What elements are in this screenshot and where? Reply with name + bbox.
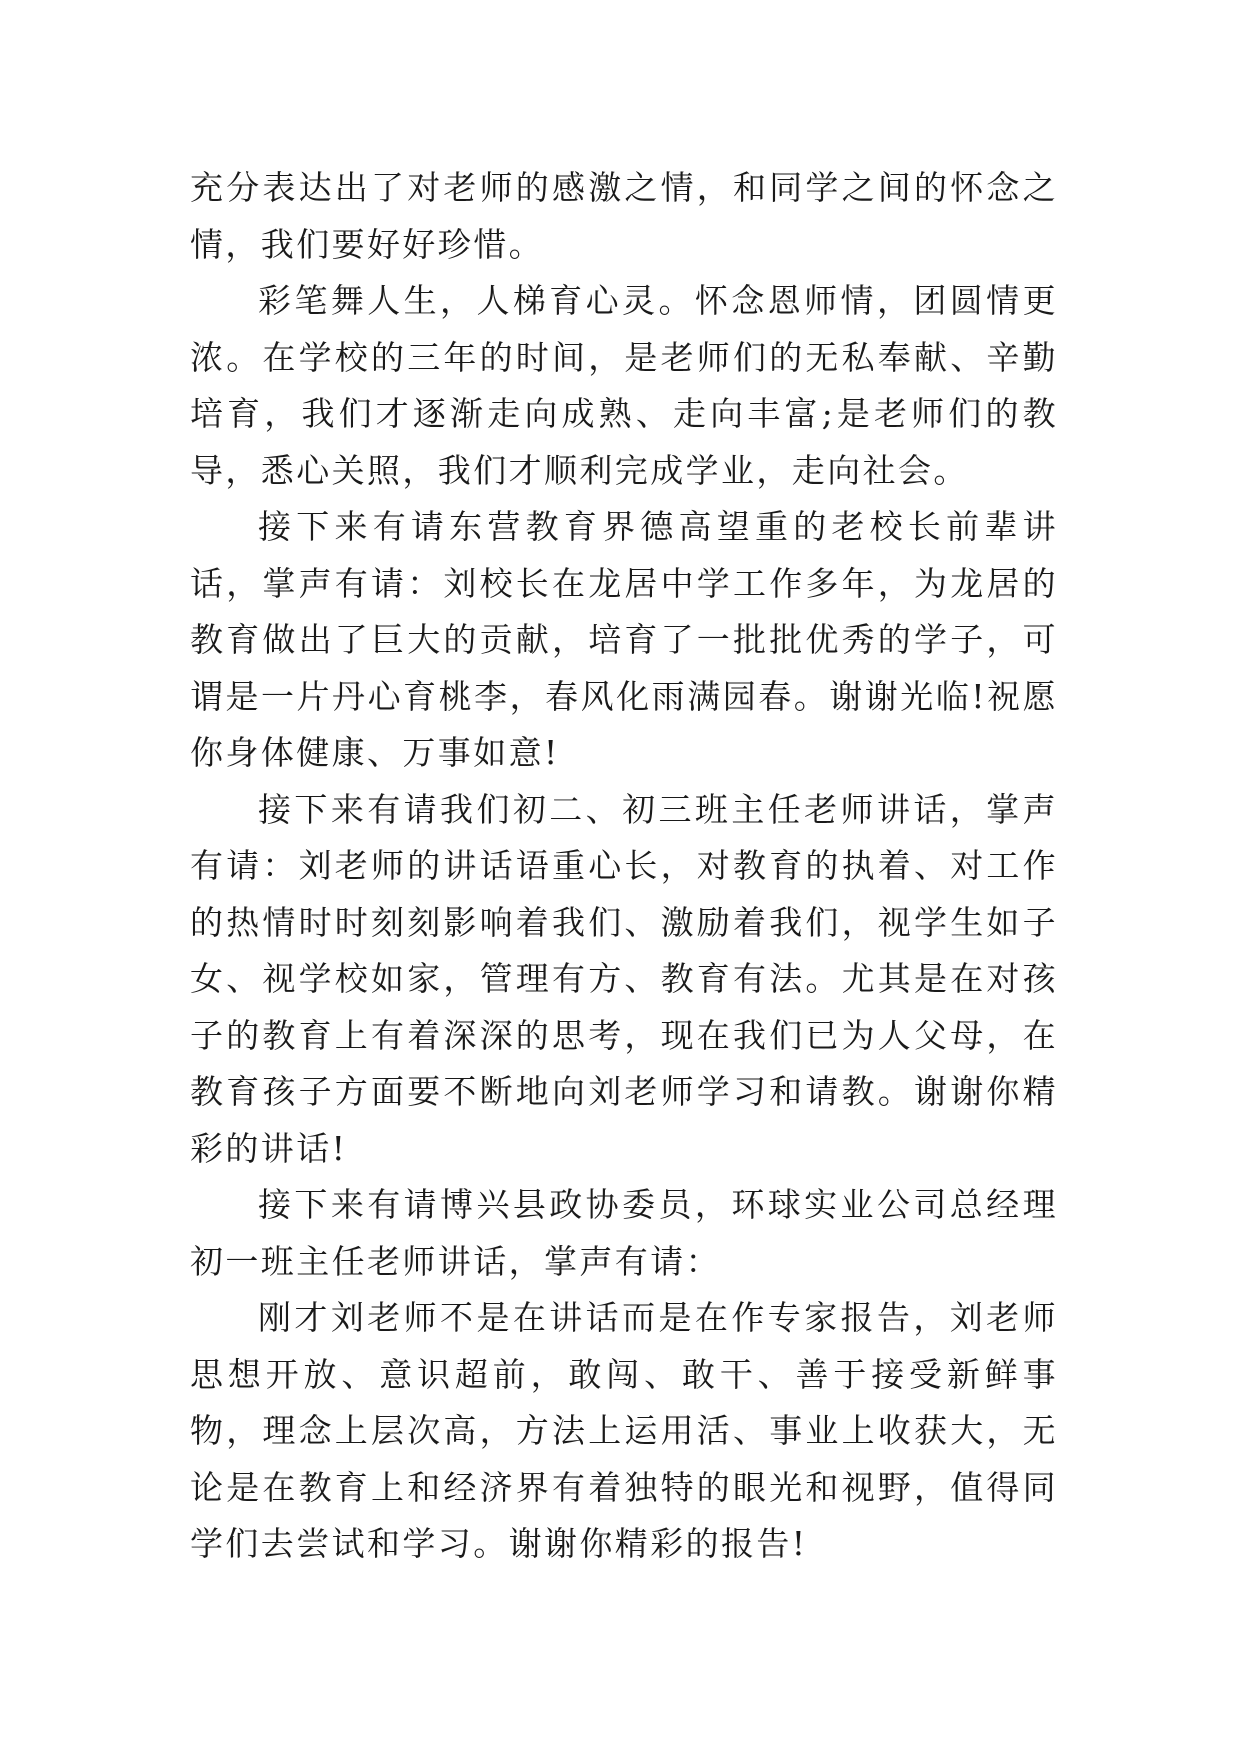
paragraph: 彩笔舞人生，人梯育心灵。怀念恩师情，团圆情更浓。在学校的三年的时间，是老师们的无私奉献、辛勤培育，我们才逐渐走向成熟、走向丰富;是老师们的教导，悉心关照，我们才顺利完成学业，走向社会。	[190, 281, 1058, 490]
paragraph: 接下来有请我们初二、初三班主任老师讲话，掌声有请：刘老师的讲话语重心长，对教育的执着、对工作的热情时时刻刻影响着我们、激励着我们，视学生如子女、视学校如家，管理有方、教育有法。尤其是在对孩子的教育上有着深深的思考，现在我们已为人父母，在教育孩子方面要不断地向刘老师学习和请教。谢谢你精彩的讲话!	[190, 789, 1058, 1168]
paragraph: 充分表达出了对老师的感激之情，和同学之间的怀念之情，我们要好好珍惜。	[190, 168, 1058, 264]
paragraph: 刚才刘老师不是在讲话而是在作专家报告，刘老师思想开放、意识超前，敢闯、敢干、善于接受新鲜事物，理念上层次高，方法上运用活、事业上收获大，无论是在教育上和经济界有着独特的眼光和视野，值得同学们去尝试和学习。谢谢你精彩的报告!	[190, 1298, 1058, 1563]
document-body	[190, 160, 1058, 1573]
paragraph: 接下来有请东营教育界德高望重的老校长前辈讲话，掌声有请：刘校长在龙居中学工作多年，为龙居的教育做出了巨大的贡献，培育了一批批优秀的学子，可谓是一片丹心育桃李，春风化雨满园春。谢谢光临!祝愿你身体健康、万事如意!	[190, 507, 1058, 772]
paragraph: 接下来有请博兴县政协委员，环球实业公司总经理初一班主任老师讲话，掌声有请：	[190, 1185, 1058, 1281]
